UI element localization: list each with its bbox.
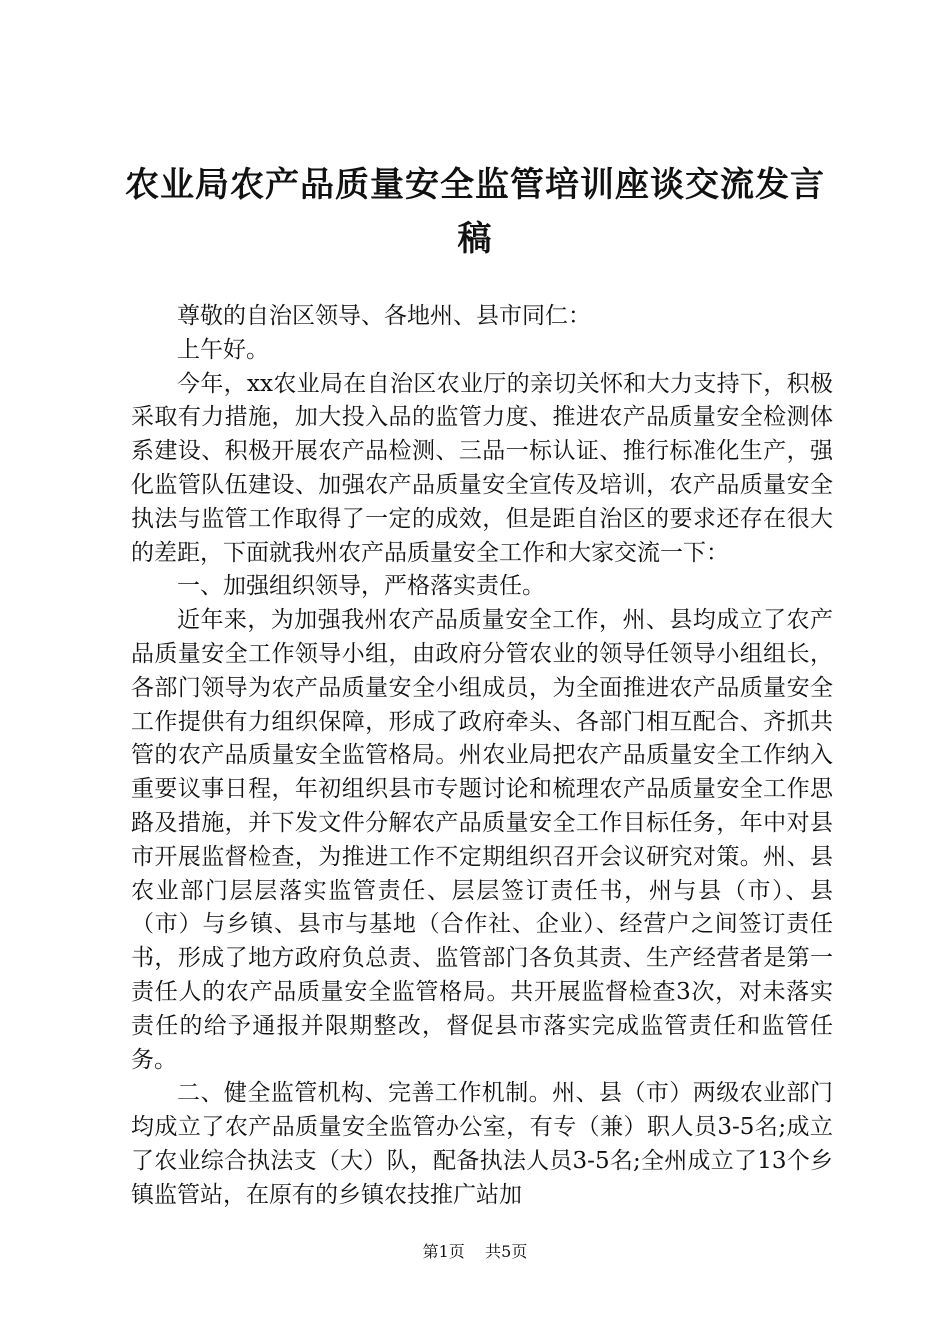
greeting: 上午好。: [177, 336, 269, 363]
intro-paragraph: 今年，xx农业局在自治区农业厅的亲切关怀和大力支持下，积极采取有力措施，加大投入品的监管力度、推进农产品质量安全检测体系建设、积极开展农产品检测、三品一标认证、推行标准化生产，强化监管队伍建设、加强农产品质量安全宣传及培训，农产品质量安全执法与监管工作取得了一定的成效，但是距自治区的要求还存在很大的差距，下面就我州农产品质量安全工作和大家交流一下：: [131, 370, 833, 566]
page-number: 第1页: [422, 1242, 465, 1261]
total-pages: 共5页: [485, 1242, 528, 1261]
section-2-paragraph: 二、健全监管机构、完善工作机制。州、县（市）两级农业部门均成立了农产品质量安全监管办公室，有专（兼）职人员3-5名;成立了农业综合执法支（大）队，配备执法人员3-5名;全州成立了13个乡镇监管站，在原有的乡镇农技推广站加: [131, 1080, 833, 1208]
section-1-paragraph: 近年来，为加强我州农产品质量安全工作，州、县均成立了农产品质量安全工作领导小组，由政府分管农业的领导任领导小组组长，各部门领导为农产品质量安全小组成员，为全面推进农产品质量安全工作提供有力组织保障，形成了政府牵头、各部门相互配合、齐抓共管的农产品质量安全监管格局。州农业局把农产品质量安全工作纳入重要议事日程，年初组织县市专题讨论和梳理农产品质量安全工作思路及措施，并下发文件分解农产品质量安全工作目标任务，年中对县市开展监督检查，为推进工作不定期组织召开会议研究对策。州、县农业部门层层落实监管责任、层层签订责任书，州与县（市）、县（市）与乡镇、县市与基地（合作社、企业）、经营户之间签订责任书，形成了地方政府负总责、监管部门各负其责、生产经营者是第一责任人的农产品质量安全监管格局。共开展监督检查3次，对未落实责任的给予通报并限期整改，督促县市落实完成监管责任和监管任务。: [131, 607, 833, 1073]
page-footer: [0, 1242, 950, 1262]
footer-spacer: [470, 1242, 480, 1261]
document-title: 农业局农产品质量安全监管培训座谈交流发言稿: [125, 165, 825, 259]
salutation: 尊敬的自治区领导、各地州、县市同仁：: [177, 303, 591, 329]
section-heading-1: 一、加强组织领导，严格落实责任。: [177, 573, 545, 600]
document-body: [131, 300, 833, 1213]
